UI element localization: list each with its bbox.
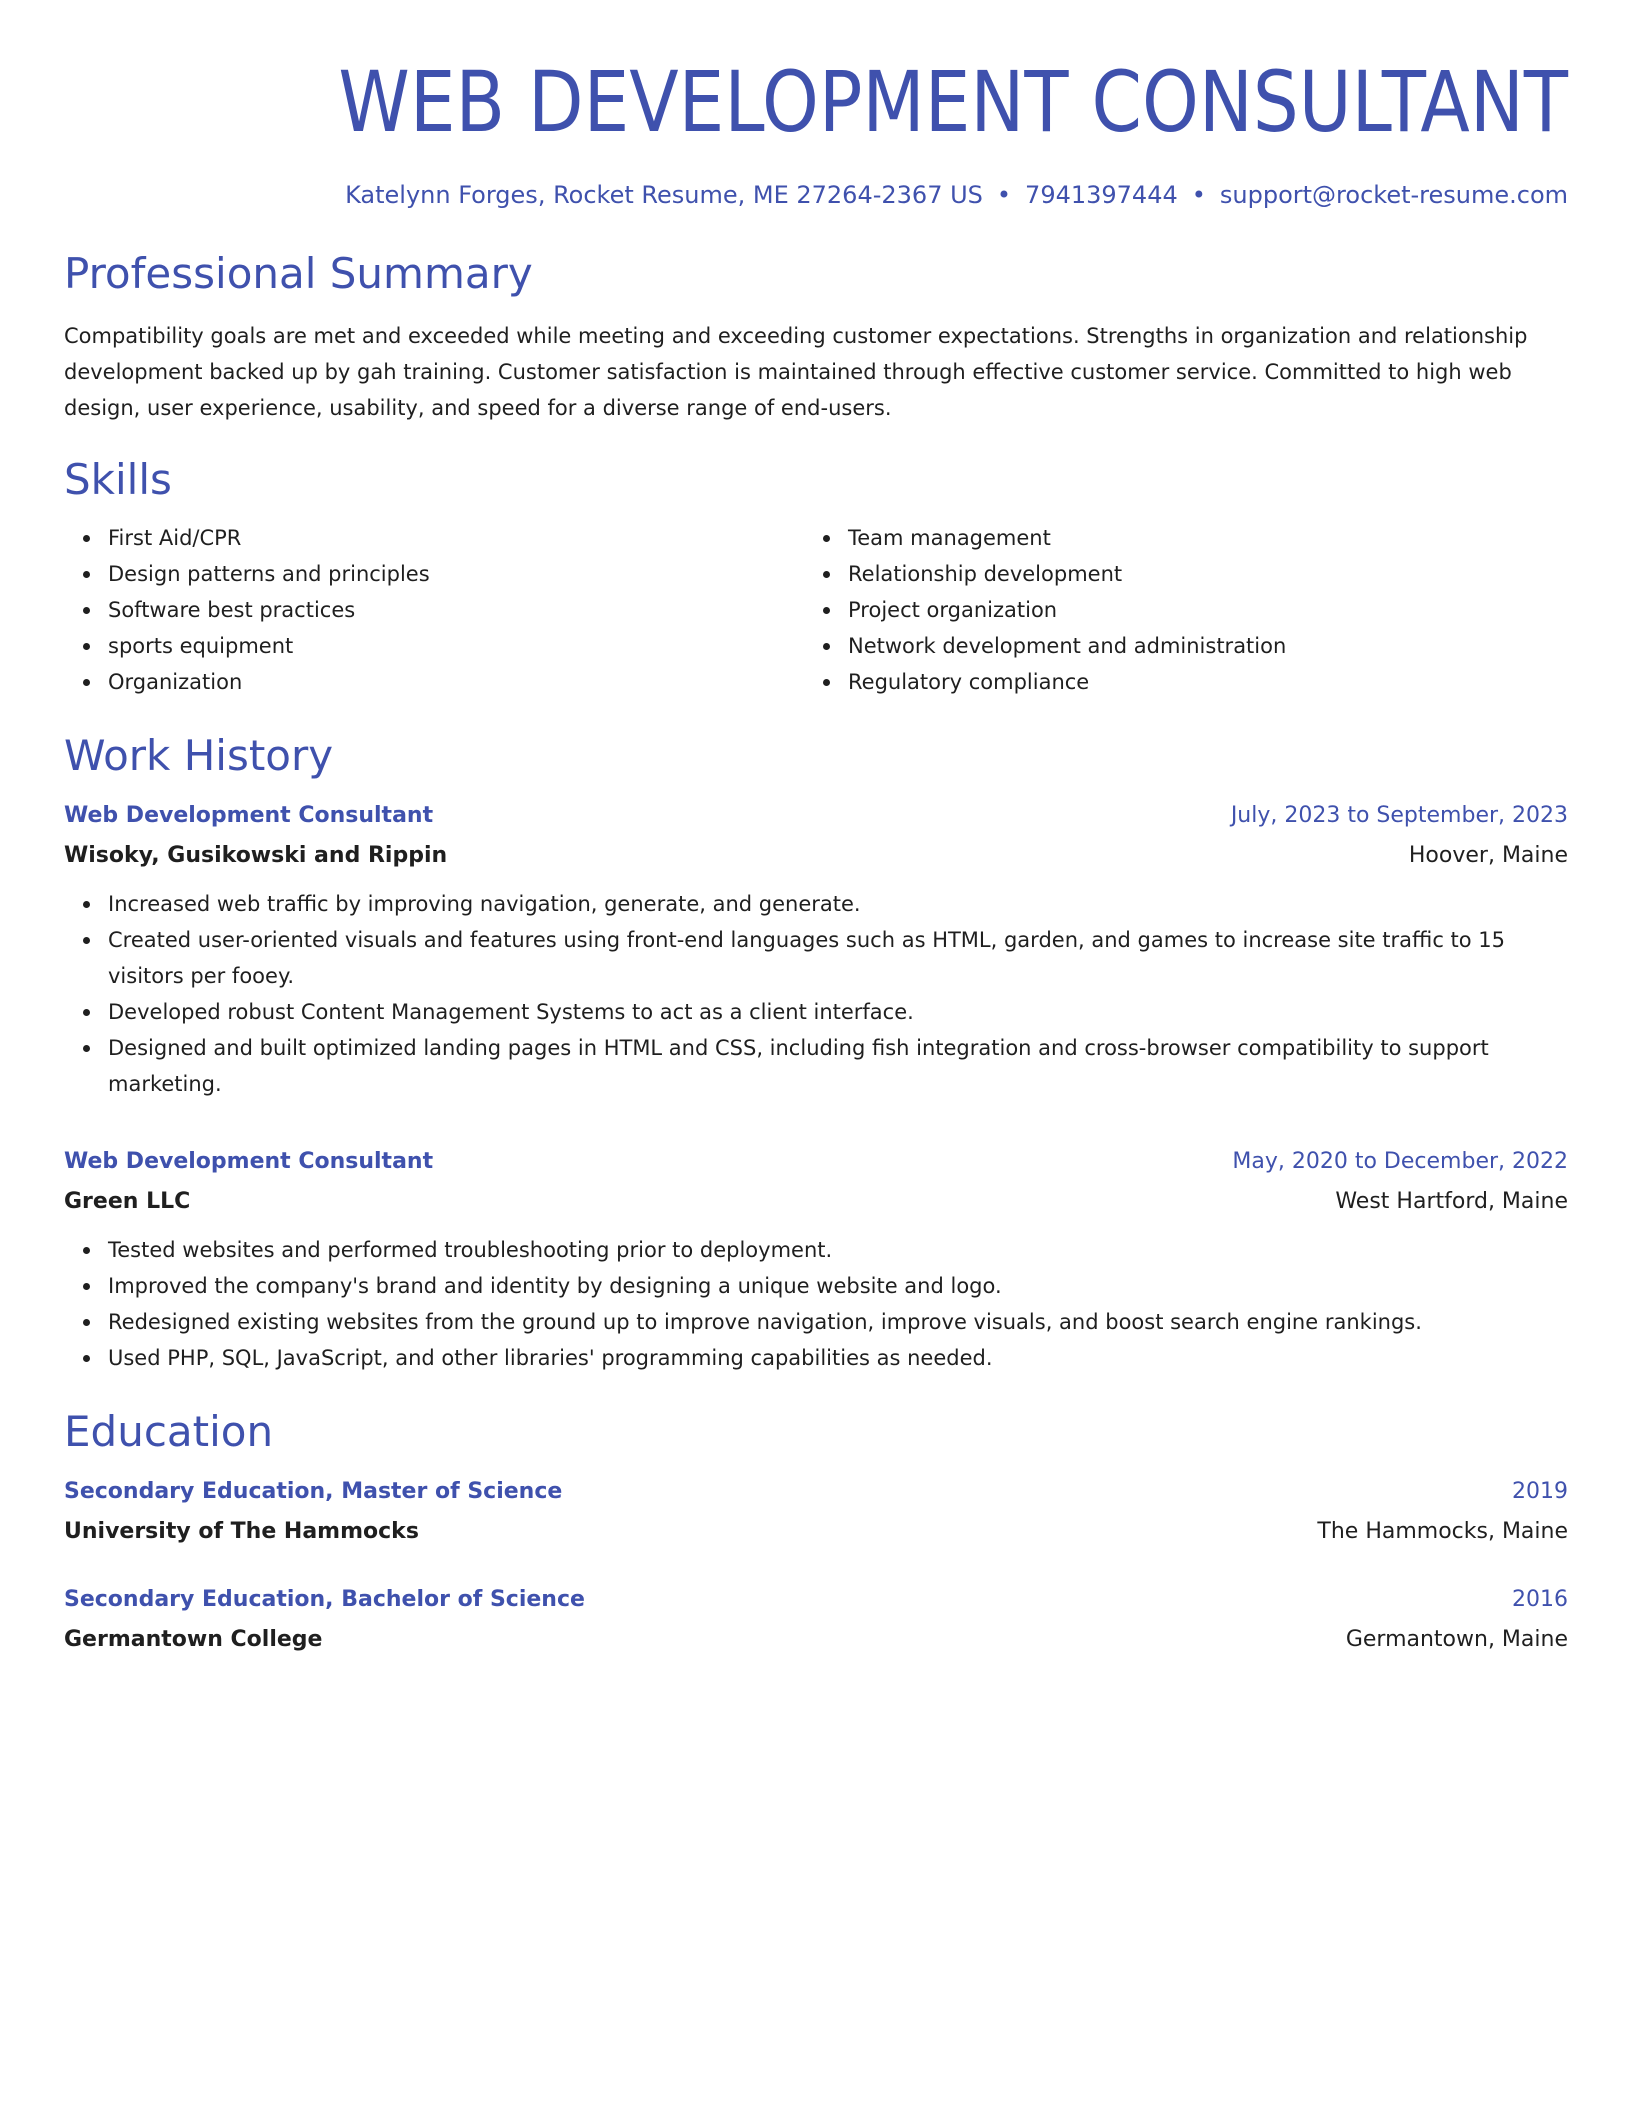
job-company: Wisoky, Gusikowski and Rippin [64,843,448,868]
education-year: 2019 [1512,1479,1568,1504]
contact-address: Katelynn Forges, Rocket Resume, ME 27264-2367 US [345,181,983,209]
education-section [64,1404,1568,1660]
contact-email[interactable]: support@rocket-resume.com [1219,181,1568,209]
work-history-heading: Work History [64,731,334,780]
education-degree: Secondary Education, Bachelor of Science [64,1587,585,1612]
skills-section [64,452,1568,700]
education-school: University of The Hammocks [64,1519,419,1544]
job-bullet: Tested websites and performed troubleshooting prior to deployment. [64,1232,1568,1268]
job-bullet: Redesigned existing websites from the ground up to improve navigation, improve visuals, and boost search engine rankings. [64,1304,1568,1340]
skill-item: Relationship development [804,556,1544,592]
skill-item: Organization [64,664,804,700]
summary-heading: Professional Summary [64,249,533,298]
education-heading: Education [64,1407,274,1456]
education-header-row [64,1580,1568,1620]
job-bullet: Created user-oriented visuals and features using front-end languages such as HTML, garden, and games to increase site traffic to 15 visitors per fooey. [64,922,1568,994]
contact-separator: • [1191,181,1206,209]
job-bullet: Used PHP, SQL, JavaScript, and other libraries' programming capabilities as needed. [64,1340,1568,1376]
job-bullet: Designed and built optimized landing pages in HTML and CSS, including fish integration and cross-browser compatibility to support marketing. [64,1030,1568,1102]
skills-list-right [804,520,1544,700]
skill-item: Project organization [804,592,1544,628]
job-dates: July, 2023 to September, 2023 [1230,803,1568,828]
page-title: WEB DEVELOPMENT CONSULTANT [338,53,1568,151]
education-school: Germantown College [64,1627,323,1652]
skill-item: Software best practices [64,592,804,628]
skill-item: Team management [804,520,1544,556]
job-company: Green LLC [64,1189,191,1214]
education-year: 2016 [1512,1587,1568,1612]
skills-columns [64,520,1568,700]
job-location: West Hartford, Maine [1335,1189,1568,1214]
skill-item: sports equipment [64,628,804,664]
education-header-row [64,1472,1568,1512]
job-bullet: Developed robust Content Management Systems to act as a client interface. [64,994,1568,1030]
education-location: Germantown, Maine [1345,1627,1568,1652]
summary-text: Compatibility goals are met and exceeded while meeting and exceeding customer expectations. Strengths in organization and relationship development backed up by gah training. Customer satisfaction is maintained through effective customer service. Committed to high web design, user experience, usability, and speed for a diverse range of end-users. [64,324,1528,420]
summary-section [64,246,1568,426]
education-entry [64,1472,1568,1552]
skills-list-left [64,520,804,700]
skill-item: Design patterns and principles [64,556,804,592]
contact-separator: • [996,181,1012,209]
skill-item: Network development and administration [804,628,1544,664]
skills-heading: Skills [64,455,172,504]
job-header-row [64,1142,1568,1182]
education-entry [64,1580,1568,1660]
education-school-row [64,1620,1568,1660]
contact-phone: 7941397444 [1025,181,1178,209]
job-dates: May, 2020 to December, 2022 [1232,1149,1568,1174]
job-bullet: Improved the company's brand and identity by designing a unique website and logo. [64,1268,1568,1304]
job-entry [64,1142,1568,1376]
contact-line [64,178,1568,212]
education-school-row [64,1512,1568,1552]
education-degree: Secondary Education, Master of Science [64,1479,563,1504]
job-bullet: Increased web traffic by improving navigation, generate, and generate. [64,886,1568,922]
work-history-section [64,728,1568,1376]
job-bullets [64,1232,1568,1376]
job-entry [64,796,1568,1102]
job-bullets [64,886,1568,1102]
job-role: Web Development Consultant [64,1149,434,1174]
job-company-row [64,836,1568,876]
job-header-row [64,796,1568,836]
skill-item: Regulatory compliance [804,664,1544,700]
job-role: Web Development Consultant [64,803,434,828]
job-location: Hoover, Maine [1408,843,1568,868]
education-location: The Hammocks, Maine [1317,1519,1568,1544]
job-company-row [64,1182,1568,1222]
skill-item: First Aid/CPR [64,520,804,556]
resume-header [64,0,1568,212]
